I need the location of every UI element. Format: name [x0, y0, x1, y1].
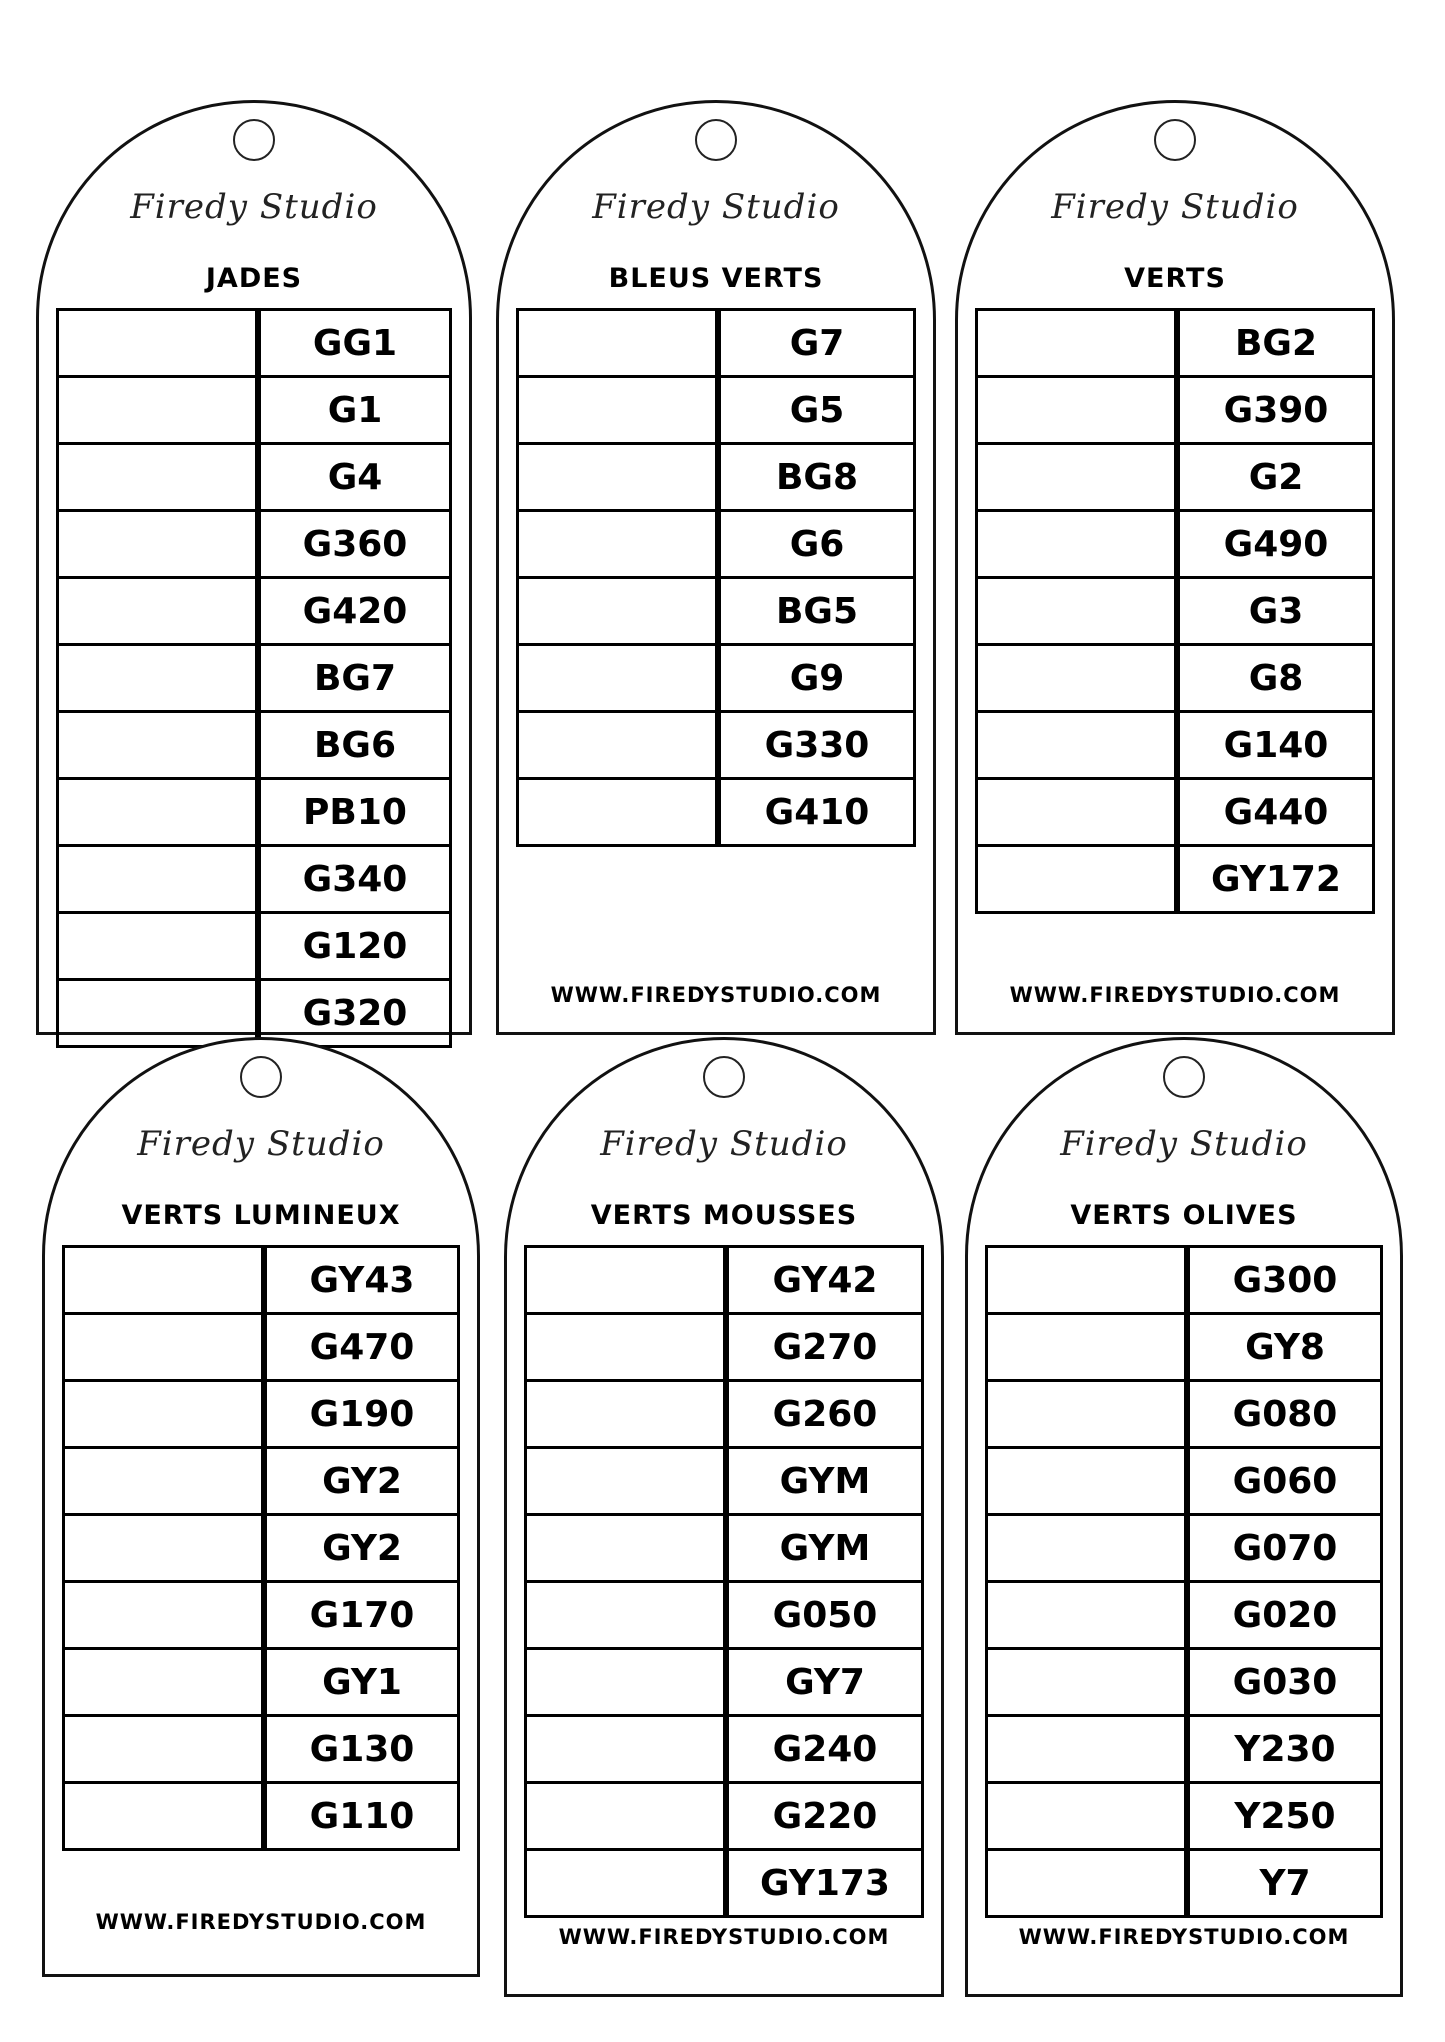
swatch-cell	[65, 1382, 264, 1446]
category-title: VERTS OLIVES	[1070, 1200, 1298, 1231]
color-code: G440	[1177, 780, 1372, 844]
table-row	[527, 1513, 921, 1580]
table-row	[988, 1446, 1380, 1513]
swatch-cell	[978, 311, 1177, 375]
color-code: BG2	[1177, 311, 1372, 375]
color-code: G3	[1177, 579, 1372, 643]
color-code: G030	[1187, 1650, 1380, 1714]
swatch-cell	[978, 847, 1177, 911]
table-row	[59, 777, 449, 844]
color-code: G410	[718, 780, 913, 844]
color-code: PB10	[258, 780, 449, 844]
color-code: G170	[264, 1583, 457, 1647]
table-row	[59, 375, 449, 442]
color-code: GY1	[264, 1650, 457, 1714]
swatch-cell	[59, 981, 258, 1045]
table-row	[527, 1379, 921, 1446]
color-code: G340	[258, 847, 449, 911]
swatch-cell	[65, 1248, 264, 1312]
swatch-cell	[59, 311, 258, 375]
brand-signature: Firedy Studio	[130, 187, 378, 227]
color-code: G1	[258, 378, 449, 442]
brand-signature: Firedy Studio	[1060, 1124, 1308, 1164]
table-row	[988, 1781, 1380, 1848]
table-row	[59, 509, 449, 576]
table-row	[978, 777, 1372, 844]
table-row	[527, 1848, 921, 1915]
color-code: G390	[1177, 378, 1372, 442]
category-title: VERTS MOUSSES	[590, 1200, 858, 1231]
swatch-cell	[527, 1784, 726, 1848]
swatch-cell	[988, 1315, 1187, 1379]
table-row	[988, 1513, 1380, 1580]
color-code: G420	[258, 579, 449, 643]
website-url: WWW.FIREDYSTUDIO.COM	[558, 1925, 890, 1949]
table-row	[527, 1647, 921, 1714]
table-row	[988, 1379, 1380, 1446]
website-url: WWW.FIREDYSTUDIO.COM	[95, 1910, 427, 1934]
color-code: GYM	[726, 1449, 921, 1513]
table-row	[59, 643, 449, 710]
hang-hole	[695, 119, 737, 161]
color-code-table	[975, 308, 1375, 914]
swatch-cell	[988, 1851, 1187, 1915]
table-row	[65, 1446, 457, 1513]
table-row	[519, 442, 913, 509]
color-code: GY2	[264, 1516, 457, 1580]
brand-signature: Firedy Studio	[600, 1124, 848, 1164]
table-row	[988, 1248, 1380, 1312]
swatch-cell	[527, 1650, 726, 1714]
swatch-cell	[519, 378, 718, 442]
swatch-cell	[519, 713, 718, 777]
color-code: GY42	[726, 1248, 921, 1312]
swatch-cell	[978, 378, 1177, 442]
table-row	[978, 576, 1372, 643]
swatch-cell	[519, 445, 718, 509]
table-row	[988, 1848, 1380, 1915]
category-title: JADES	[205, 263, 303, 294]
table-row	[59, 844, 449, 911]
color-tag	[36, 100, 472, 1035]
swatch-cell	[59, 646, 258, 710]
table-row	[527, 1580, 921, 1647]
color-code: G9	[718, 646, 913, 710]
table-row	[519, 509, 913, 576]
table-row	[65, 1781, 457, 1848]
swatch-cell	[988, 1650, 1187, 1714]
table-row	[988, 1580, 1380, 1647]
color-code: G260	[726, 1382, 921, 1446]
swatch-cell	[519, 646, 718, 710]
color-code: G300	[1187, 1248, 1380, 1312]
swatch-cell	[527, 1382, 726, 1446]
color-code: G120	[258, 914, 449, 978]
website-url: WWW.FIREDYSTUDIO.COM	[550, 983, 882, 1007]
table-row	[65, 1647, 457, 1714]
table-row	[988, 1647, 1380, 1714]
table-row	[978, 710, 1372, 777]
color-code: BG7	[258, 646, 449, 710]
color-code-table	[516, 308, 916, 847]
swatch-cell	[59, 579, 258, 643]
table-row	[978, 442, 1372, 509]
color-code: G050	[726, 1583, 921, 1647]
table-row	[978, 509, 1372, 576]
color-code: GY43	[264, 1248, 457, 1312]
color-code: BG5	[718, 579, 913, 643]
brand-signature: Firedy Studio	[1051, 187, 1299, 227]
color-code: GY8	[1187, 1315, 1380, 1379]
hang-hole	[1154, 119, 1196, 161]
table-row	[978, 643, 1372, 710]
color-code: G6	[718, 512, 913, 576]
color-tag	[42, 1037, 480, 1977]
color-code: G7	[718, 311, 913, 375]
swatch-cell	[527, 1449, 726, 1513]
swatch-cell	[988, 1583, 1187, 1647]
swatch-cell	[527, 1315, 726, 1379]
swatch-cell	[59, 914, 258, 978]
swatch-cell	[527, 1851, 726, 1915]
color-code: G140	[1177, 713, 1372, 777]
swatch-cell	[65, 1315, 264, 1379]
table-row	[519, 643, 913, 710]
color-code: Y250	[1187, 1784, 1380, 1848]
table-row	[978, 375, 1372, 442]
table-row	[527, 1446, 921, 1513]
website-url: WWW.FIREDYSTUDIO.COM	[1018, 1925, 1350, 1949]
table-row	[527, 1312, 921, 1379]
color-code: G470	[264, 1315, 457, 1379]
table-row	[59, 710, 449, 777]
swatch-cell	[59, 847, 258, 911]
color-code: G490	[1177, 512, 1372, 576]
color-code: GY7	[726, 1650, 921, 1714]
color-tag	[496, 100, 936, 1035]
color-code: G020	[1187, 1583, 1380, 1647]
swatch-cell	[988, 1717, 1187, 1781]
swatch-cell	[978, 780, 1177, 844]
color-code: GY2	[264, 1449, 457, 1513]
swatch-cell	[519, 579, 718, 643]
swatch-cell	[519, 512, 718, 576]
swatch-cell	[59, 780, 258, 844]
brand-signature: Firedy Studio	[592, 187, 840, 227]
swatch-cell	[988, 1449, 1187, 1513]
swatch-cell	[988, 1784, 1187, 1848]
swatch-cell	[988, 1382, 1187, 1446]
table-row	[519, 777, 913, 844]
table-row	[978, 311, 1372, 375]
table-row	[527, 1781, 921, 1848]
swatch-cell	[527, 1516, 726, 1580]
color-code: Y7	[1187, 1851, 1380, 1915]
color-code: G8	[1177, 646, 1372, 710]
swatch-cell	[978, 646, 1177, 710]
color-code: G220	[726, 1784, 921, 1848]
swatch-cell	[65, 1449, 264, 1513]
swatch-cell	[988, 1516, 1187, 1580]
color-code: GG1	[258, 311, 449, 375]
color-code: G2	[1177, 445, 1372, 509]
swatch-cell	[59, 445, 258, 509]
swatch-cell	[519, 780, 718, 844]
table-row	[519, 710, 913, 777]
table-row	[59, 311, 449, 375]
table-row	[65, 1379, 457, 1446]
color-code: GY172	[1177, 847, 1372, 911]
color-code-table	[56, 308, 452, 1048]
table-row	[59, 442, 449, 509]
color-code-table	[524, 1245, 924, 1918]
swatch-cell	[978, 512, 1177, 576]
table-row	[978, 844, 1372, 911]
color-code: G080	[1187, 1382, 1380, 1446]
table-row	[988, 1714, 1380, 1781]
swatch-cell	[65, 1583, 264, 1647]
color-code: BG8	[718, 445, 913, 509]
color-code: BG6	[258, 713, 449, 777]
color-code-table	[985, 1245, 1383, 1918]
website-url: WWW.FIREDYSTUDIO.COM	[1009, 983, 1341, 1007]
swatch-cell	[65, 1650, 264, 1714]
table-row	[527, 1248, 921, 1312]
color-code: G060	[1187, 1449, 1380, 1513]
swatch-cell	[59, 713, 258, 777]
color-code-table	[62, 1245, 460, 1851]
swatch-cell	[59, 378, 258, 442]
category-title: BLEUS VERTS	[608, 263, 824, 294]
color-code: G330	[718, 713, 913, 777]
table-row	[988, 1312, 1380, 1379]
color-code: G130	[264, 1717, 457, 1781]
table-row	[519, 311, 913, 375]
swatch-cell	[59, 512, 258, 576]
hang-hole	[233, 119, 275, 161]
table-row	[59, 576, 449, 643]
swatch-cell	[65, 1784, 264, 1848]
hang-hole	[703, 1056, 745, 1098]
table-row	[59, 911, 449, 978]
category-title: VERTS LUMINEUX	[121, 1200, 401, 1231]
color-code: G110	[264, 1784, 457, 1848]
color-code: G190	[264, 1382, 457, 1446]
color-code: G5	[718, 378, 913, 442]
swatch-cell	[527, 1248, 726, 1312]
swatch-cell	[65, 1516, 264, 1580]
swatch-cell	[519, 311, 718, 375]
color-code: G240	[726, 1717, 921, 1781]
color-code: G070	[1187, 1516, 1380, 1580]
swatch-cell	[527, 1717, 726, 1781]
brand-signature: Firedy Studio	[137, 1124, 385, 1164]
table-row	[519, 576, 913, 643]
swatch-cell	[527, 1583, 726, 1647]
table-row	[519, 375, 913, 442]
color-tag	[955, 100, 1395, 1035]
color-code: G320	[258, 981, 449, 1045]
color-code: GY173	[726, 1851, 921, 1915]
color-tag	[965, 1037, 1403, 1997]
color-code: G360	[258, 512, 449, 576]
table-row	[65, 1248, 457, 1312]
color-code: GYM	[726, 1516, 921, 1580]
table-row	[65, 1580, 457, 1647]
swatch-cell	[978, 579, 1177, 643]
table-row	[527, 1714, 921, 1781]
table-row	[65, 1714, 457, 1781]
table-row	[65, 1513, 457, 1580]
table-row	[65, 1312, 457, 1379]
swatch-cell	[978, 445, 1177, 509]
category-title: VERTS	[1124, 263, 1226, 294]
swatch-cell	[65, 1717, 264, 1781]
table-row	[59, 978, 449, 1045]
swatch-cell	[988, 1248, 1187, 1312]
color-code: G270	[726, 1315, 921, 1379]
color-tag	[504, 1037, 944, 1997]
swatch-cell	[978, 713, 1177, 777]
hang-hole	[240, 1056, 282, 1098]
hang-hole	[1163, 1056, 1205, 1098]
color-code: Y230	[1187, 1717, 1380, 1781]
color-code: G4	[258, 445, 449, 509]
